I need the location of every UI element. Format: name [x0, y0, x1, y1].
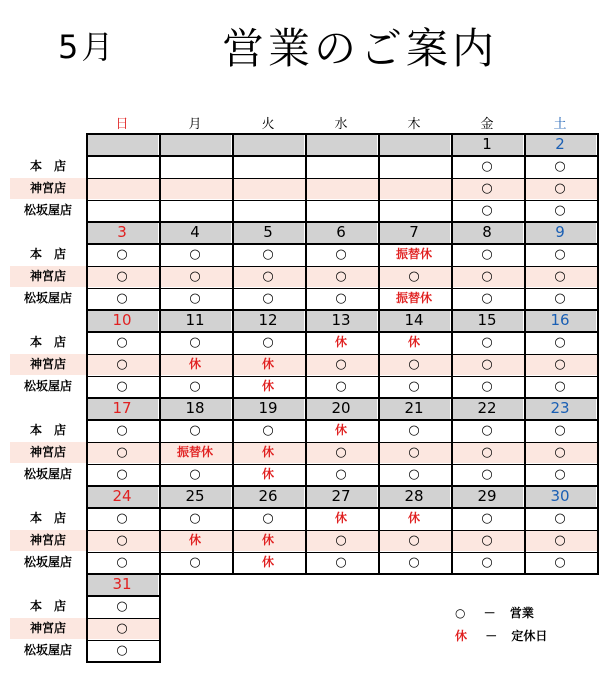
grid-line	[86, 442, 599, 443]
schedule-cell: ○	[481, 357, 493, 372]
grid-line	[451, 485, 453, 575]
day-number: 1	[482, 135, 492, 153]
weekday-header: 月	[188, 117, 202, 132]
schedule-cell: 振替休	[176, 445, 213, 459]
schedule-cell: 休	[261, 445, 274, 459]
schedule-cell: ○	[408, 379, 420, 394]
day-number: 3	[117, 223, 127, 241]
day-number: 7	[409, 223, 419, 241]
grid-line	[86, 178, 599, 179]
day-number: 10	[112, 311, 132, 329]
schedule-cell: ○	[189, 555, 201, 570]
schedule-cell: 休	[261, 533, 274, 547]
grid-line	[597, 221, 599, 311]
schedule-cell: ○	[408, 555, 420, 570]
grid-line	[524, 309, 526, 399]
grid-line	[86, 595, 161, 597]
grid-line	[378, 221, 380, 311]
grid-line	[524, 133, 526, 223]
grid-line	[86, 397, 599, 399]
grid-line	[378, 133, 380, 223]
day-header-cell	[161, 134, 231, 155]
day-number: 27	[331, 487, 351, 505]
schedule-cell: 振替休	[395, 247, 432, 261]
schedule-cell: ○	[554, 533, 566, 548]
grid-line	[86, 309, 599, 311]
schedule-cell: ○	[408, 445, 420, 460]
schedule-cell: ○	[481, 423, 493, 438]
day-number: 25	[185, 487, 205, 505]
store-label: 本 店	[29, 159, 66, 173]
schedule-cell: ○	[189, 269, 201, 284]
schedule-cell: 休	[334, 423, 347, 437]
store-label: 松坂屋店	[23, 467, 72, 481]
schedule-cell: ○	[554, 511, 566, 526]
grid-line	[86, 133, 88, 223]
schedule-cell: ○	[262, 335, 274, 350]
day-number: 6	[336, 223, 346, 241]
legend-dash: －	[483, 606, 496, 620]
schedule-cell: ○	[189, 335, 201, 350]
grid-line	[378, 309, 380, 399]
schedule-cell: ○	[262, 511, 274, 526]
store-label: 神宮店	[29, 269, 66, 283]
legend-open-mark: ○	[455, 606, 466, 620]
schedule-cell: ○	[116, 291, 128, 306]
grid-line	[305, 485, 307, 575]
grid-line	[86, 552, 599, 553]
schedule-cell: ○	[335, 555, 347, 570]
day-number: 22	[477, 399, 497, 417]
store-label: 神宮店	[29, 621, 66, 635]
grid-line	[86, 397, 88, 487]
schedule-cell: ○	[116, 555, 128, 570]
day-number: 17	[112, 399, 132, 417]
schedule-cell: ○	[189, 379, 201, 394]
schedule-cell: ○	[116, 423, 128, 438]
day-number: 16	[550, 311, 570, 329]
schedule-cell: 休	[188, 533, 201, 547]
grid-line	[451, 309, 453, 399]
schedule-cell: ○	[335, 247, 347, 262]
schedule-cell: ○	[262, 291, 274, 306]
grid-line	[86, 221, 599, 223]
schedule-cell: ○	[189, 511, 201, 526]
legend-open-text: 営業	[509, 606, 534, 620]
schedule-cell: 休	[261, 357, 274, 371]
schedule-cell: ○	[554, 423, 566, 438]
grid-line	[451, 397, 453, 487]
store-label: 本 店	[29, 335, 66, 349]
schedule-cell: ○	[554, 203, 566, 218]
grid-line	[378, 485, 380, 575]
grid-line	[232, 309, 234, 399]
schedule-cell: 休	[261, 555, 274, 569]
grid-line	[597, 133, 599, 223]
grid-line	[597, 309, 599, 399]
schedule-cell: 休	[407, 335, 420, 349]
schedule-cell: ○	[481, 445, 493, 460]
weekday-header: 水	[334, 117, 348, 132]
schedule-cell: ○	[554, 291, 566, 306]
schedule-cell: ○	[408, 357, 420, 372]
store-label: 本 店	[29, 247, 66, 261]
schedule-cell: ○	[554, 467, 566, 482]
schedule-cell: ○	[408, 467, 420, 482]
schedule-cell: ○	[262, 423, 274, 438]
schedule-cell: ○	[335, 533, 347, 548]
grid-line	[86, 309, 88, 399]
schedule-cell: ○	[408, 423, 420, 438]
schedule-cell: ○	[116, 445, 128, 460]
schedule-cell: ○	[481, 291, 493, 306]
store-label: 本 店	[29, 511, 66, 525]
grid-line	[159, 309, 161, 399]
store-label: 松坂屋店	[23, 379, 72, 393]
grid-line	[86, 288, 599, 289]
legend-closed-mark: 休	[455, 629, 468, 643]
legend-open	[455, 604, 534, 621]
grid-line	[305, 133, 307, 223]
store-label: 松坂屋店	[23, 555, 72, 569]
day-number: 4	[190, 223, 200, 241]
grid-line	[524, 397, 526, 487]
grid-line	[378, 397, 380, 487]
schedule-cell: ○	[116, 467, 128, 482]
day-header-cell	[380, 134, 450, 155]
day-number: 30	[550, 487, 570, 505]
day-number: 21	[404, 399, 424, 417]
schedule-cell: 休	[261, 379, 274, 393]
day-header-cell	[234, 134, 304, 155]
store-label: 松坂屋店	[23, 203, 72, 217]
grid-line	[86, 221, 88, 311]
grid-line	[86, 133, 599, 135]
schedule-cell: ○	[481, 467, 493, 482]
grid-line	[86, 573, 161, 575]
grid-line	[597, 397, 599, 487]
day-number: 24	[112, 487, 132, 505]
grid-line	[86, 419, 599, 421]
day-number: 5	[263, 223, 273, 241]
store-label: 松坂屋店	[23, 643, 72, 657]
grid-line	[86, 200, 599, 201]
schedule-cell: ○	[554, 555, 566, 570]
grid-line	[86, 376, 599, 377]
store-label: 神宮店	[29, 181, 66, 195]
schedule-cell: ○	[554, 159, 566, 174]
grid-line	[159, 573, 161, 663]
grid-line	[159, 221, 161, 311]
legend-dash: －	[485, 629, 498, 643]
day-number: 18	[185, 399, 205, 417]
grid-line	[86, 640, 161, 641]
store-label: 神宮店	[29, 445, 66, 459]
grid-line	[451, 221, 453, 311]
schedule-cell: ○	[554, 357, 566, 372]
schedule-cell: ○	[116, 511, 128, 526]
grid-line	[597, 485, 599, 575]
schedule-cell: ○	[481, 533, 493, 548]
grid-line	[305, 221, 307, 311]
schedule-cell: ○	[189, 291, 201, 306]
weekday-header: 金	[480, 117, 494, 132]
grid-line	[451, 133, 453, 223]
day-number: 19	[258, 399, 278, 417]
grid-line	[86, 464, 599, 465]
day-number: 8	[482, 223, 492, 241]
grid-line	[86, 331, 599, 333]
grid-line	[86, 573, 599, 575]
grid-line	[232, 397, 234, 487]
day-number: 15	[477, 311, 497, 329]
grid-line	[159, 485, 161, 575]
grid-line	[305, 309, 307, 399]
schedule-cell: ○	[116, 247, 128, 262]
store-label: 神宮店	[29, 357, 66, 371]
schedule-cell: 休	[334, 335, 347, 349]
day-number: 20	[331, 399, 351, 417]
schedule-cell: ○	[116, 357, 128, 372]
grid-line	[86, 155, 599, 157]
day-header-cell	[307, 134, 377, 155]
grid-line	[232, 485, 234, 575]
day-number: 28	[404, 487, 424, 505]
grid-line	[86, 354, 599, 355]
schedule-cell: ○	[554, 181, 566, 196]
schedule-cell: ○	[116, 643, 128, 658]
schedule-cell: ○	[481, 511, 493, 526]
schedule-cell: ○	[481, 181, 493, 196]
schedule-cell: 休	[334, 511, 347, 525]
schedule-cell: ○	[116, 335, 128, 350]
store-label: 本 店	[29, 599, 66, 613]
grid-line	[524, 221, 526, 311]
day-number: 11	[185, 311, 205, 329]
grid-line	[86, 618, 161, 619]
day-number: 13	[331, 311, 351, 329]
grid-line	[86, 507, 599, 509]
legend-closed-text: 定休日	[511, 629, 548, 643]
grid-line	[86, 573, 88, 663]
weekday-header: 火	[261, 117, 275, 132]
weekday-header: 日	[115, 117, 129, 132]
day-header-cell	[88, 134, 158, 155]
grid-line	[159, 397, 161, 487]
grid-line	[159, 133, 161, 223]
month-title: 5月	[58, 28, 117, 66]
schedule-cell: 休	[261, 467, 274, 481]
schedule-cell: ○	[189, 247, 201, 262]
schedule-cell: ○	[335, 379, 347, 394]
schedule-cell: ○	[554, 335, 566, 350]
day-number: 12	[258, 311, 278, 329]
schedule-cell: ○	[262, 247, 274, 262]
schedule-cell: ○	[116, 269, 128, 284]
schedule-cell: ○	[408, 269, 420, 284]
grid-line	[86, 243, 599, 245]
schedule-cell: ○	[189, 423, 201, 438]
schedule-cell: ○	[335, 467, 347, 482]
schedule-cell: ○	[335, 269, 347, 284]
legend-closed	[455, 627, 547, 644]
grid-line	[232, 133, 234, 223]
grid-line	[86, 661, 161, 663]
schedule-cell: ○	[189, 467, 201, 482]
schedule-cell: 休	[407, 511, 420, 525]
page-title: 営業のご案内	[222, 24, 499, 73]
schedule-cell: ○	[481, 269, 493, 284]
schedule-cell: 休	[188, 357, 201, 371]
schedule-cell: ○	[481, 247, 493, 262]
schedule-cell: ○	[116, 599, 128, 614]
day-number: 14	[404, 311, 424, 329]
weekday-header: 土	[553, 117, 567, 132]
schedule-cell: ○	[481, 335, 493, 350]
schedule-cell: ○	[335, 357, 347, 372]
store-label: 神宮店	[29, 533, 66, 547]
schedule-cell: ○	[116, 533, 128, 548]
schedule-cell: ○	[116, 621, 128, 636]
store-label: 松坂屋店	[23, 291, 72, 305]
day-number: 29	[477, 487, 497, 505]
store-label: 本 店	[29, 423, 66, 437]
schedule-cell: ○	[335, 445, 347, 460]
schedule-cell: ○	[481, 379, 493, 394]
schedule-cell: ○	[481, 159, 493, 174]
grid-line	[86, 530, 599, 531]
day-number: 26	[258, 487, 278, 505]
schedule-cell: ○	[554, 247, 566, 262]
grid-line	[86, 266, 599, 267]
schedule-cell: ○	[262, 269, 274, 284]
grid-line	[86, 485, 599, 487]
schedule-cell: ○	[481, 203, 493, 218]
schedule-cell: ○	[408, 533, 420, 548]
day-number: 9	[555, 223, 565, 241]
schedule-cell: ○	[481, 555, 493, 570]
schedule-cell: ○	[554, 269, 566, 284]
weekday-header: 木	[407, 117, 421, 132]
grid-line	[232, 221, 234, 311]
schedule-cell: ○	[116, 379, 128, 394]
grid-line	[86, 485, 88, 575]
day-number: 31	[112, 575, 132, 593]
day-number: 2	[555, 135, 565, 153]
grid-line	[305, 397, 307, 487]
schedule-cell: ○	[554, 445, 566, 460]
schedule-cell: ○	[554, 379, 566, 394]
day-number: 23	[550, 399, 570, 417]
grid-line	[524, 485, 526, 575]
schedule-cell: ○	[335, 291, 347, 306]
schedule-cell: 振替休	[395, 291, 432, 305]
